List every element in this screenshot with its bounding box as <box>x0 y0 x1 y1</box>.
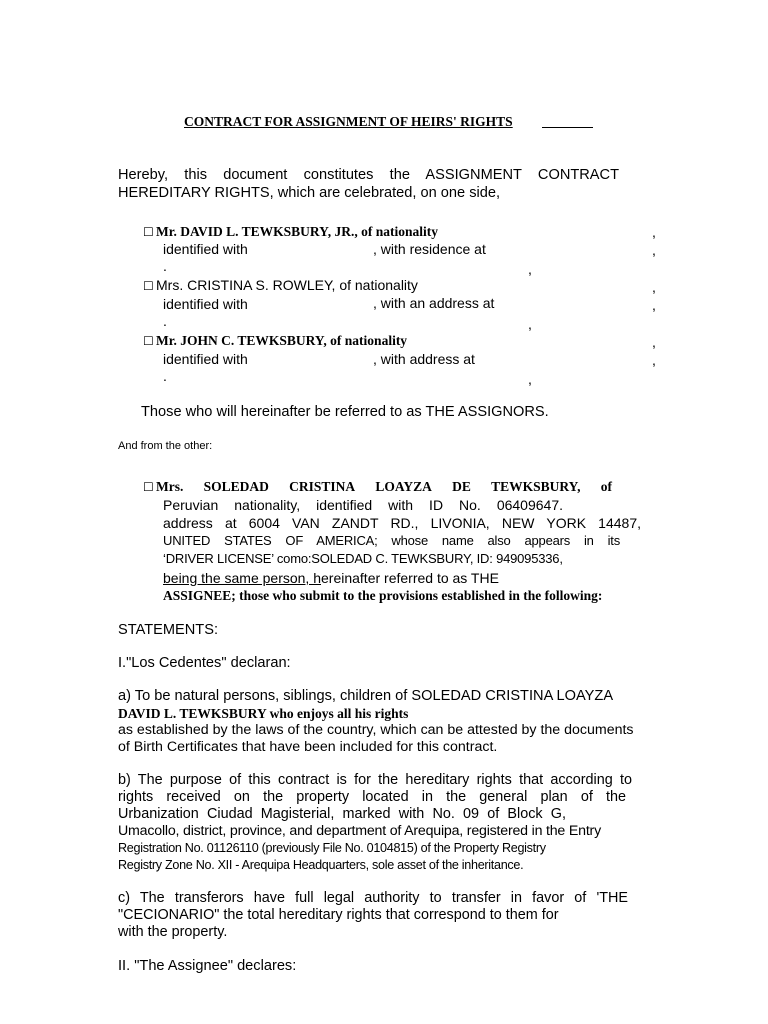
trailing-comma: , <box>652 352 656 368</box>
assignor-2-identified: identified with <box>163 296 248 312</box>
clause-b-line-5: Registration No. 01126110 (previously File No. 0104815) of the Property Registry <box>118 841 546 855</box>
checkbox-icon: ☐ <box>143 225 154 239</box>
trailing-comma: , <box>528 261 532 277</box>
assignor-1-residence: , with residence at <box>373 241 486 257</box>
assignee-line-5: ‘DRIVER LICENSE’ como:SOLEDAD C. TEWKSBURY, ID: 949095336, <box>163 551 563 566</box>
clause-a-line-1: a) To be natural persons, siblings, children of SOLEDAD CRISTINA LOAYZA <box>118 688 614 704</box>
assignee-name-line: ☐ Mrs. SOLEDAD CRISTINA LOAYZA DE TEWKSBURY, of <box>143 479 612 494</box>
trailing-comma: , <box>652 279 656 295</box>
title-underline-extension <box>542 127 593 128</box>
assignor-3-address: , with address at <box>373 351 475 367</box>
section-2-heading: II. "The Assignee" declares: <box>118 958 297 974</box>
clause-b-line-6: Registry Zone No. XII - Arequipa Headquarters, sole asset of the inheritance. <box>118 858 524 872</box>
checkbox-icon: ☐ <box>143 279 154 293</box>
clause-b-line-2: rights received on the property located in the general plan of the <box>118 789 626 805</box>
assignor-1-identified: identified with <box>163 241 248 257</box>
assignee-line-2: Peruvian nationality, identified with ID No. 06409647. <box>163 497 563 513</box>
checkbox-icon: ☐ <box>143 334 154 348</box>
assignor-2-address: , with an address at <box>373 295 495 311</box>
clause-a-line-4: of Birth Certificates that have been included for this contract. <box>118 739 498 755</box>
assignee-line-7: ASSIGNEE; those who submit to the provisions established in the following: <box>163 588 603 603</box>
blank-dot: . <box>163 368 167 384</box>
assignor-3-identified: identified with <box>163 351 248 367</box>
blank-dot: . <box>163 313 167 329</box>
clause-a-line-2: DAVID L. TEWKSBURY who enjoys all his rights <box>118 706 409 721</box>
clause-c-line-3: with the property. <box>118 924 228 940</box>
statements-heading: STATEMENTS: <box>118 622 218 638</box>
assignor-1-name-line: ☐ Mr. DAVID L. TEWKSBURY, JR., of nationality <box>143 224 438 239</box>
section-1-heading: I."Los Cedentes" declaran: <box>118 655 291 671</box>
assignor-3-name-line: ☐ Mr. JOHN C. TEWKSBURY, of nationality <box>143 333 408 348</box>
trailing-comma: , <box>652 334 656 350</box>
intro-line-1: Hereby, this document constitutes the ASSIGNMENT CONTRACT <box>118 167 619 183</box>
contract-title: CONTRACT FOR ASSIGNMENT OF HEIRS' RIGHTS <box>184 114 513 129</box>
other-side-label: And from the other: <box>118 440 213 452</box>
assignee-line-6: being the same person, hereinafter referred to as THE <box>163 570 499 586</box>
clause-c-line-1: c) The transferors have full legal authority to transfer in favor of 'THE <box>118 890 628 906</box>
assignor-2-name-line: ☐ Mrs. CRISTINA S. ROWLEY, of nationality <box>143 277 418 293</box>
clause-a-line-3: as established by the laws of the country, which can be attested by the documents <box>118 722 634 738</box>
trailing-comma: , <box>528 316 532 332</box>
trailing-comma: , <box>652 224 656 240</box>
clause-c-line-2: "CECIONARIO" the total hereditary rights that correspond to them for <box>118 907 559 923</box>
clause-b-line-1: b) The purpose of this contract is for the hereditary rights that according to <box>118 772 632 788</box>
trailing-comma: , <box>528 371 532 387</box>
clause-b-line-4: Umacollo, district, province, and department of Arequipa, registered in the Entry <box>118 823 601 839</box>
checkbox-icon: ☐ <box>143 480 154 494</box>
assignee-line-3: address at 6004 VAN ZANDT RD., LIVONIA, NEW YORK 14487, <box>163 515 641 531</box>
assignee-line-4: UNITED STATES OF AMERICA; whose name also appears in its <box>163 533 620 548</box>
blank-dot: . <box>163 258 167 274</box>
intro-line-2: HEREDITARY RIGHTS, which are celebrated, on one side, <box>118 185 501 201</box>
assignors-reference: Those who will hereinafter be referred to as THE ASSIGNORS. <box>141 404 549 420</box>
clause-b-line-3: Urbanization Ciudad Magisterial, marked with No. 09 of Block G, <box>118 806 566 822</box>
trailing-comma: , <box>652 242 656 258</box>
trailing-comma: , <box>652 297 656 313</box>
